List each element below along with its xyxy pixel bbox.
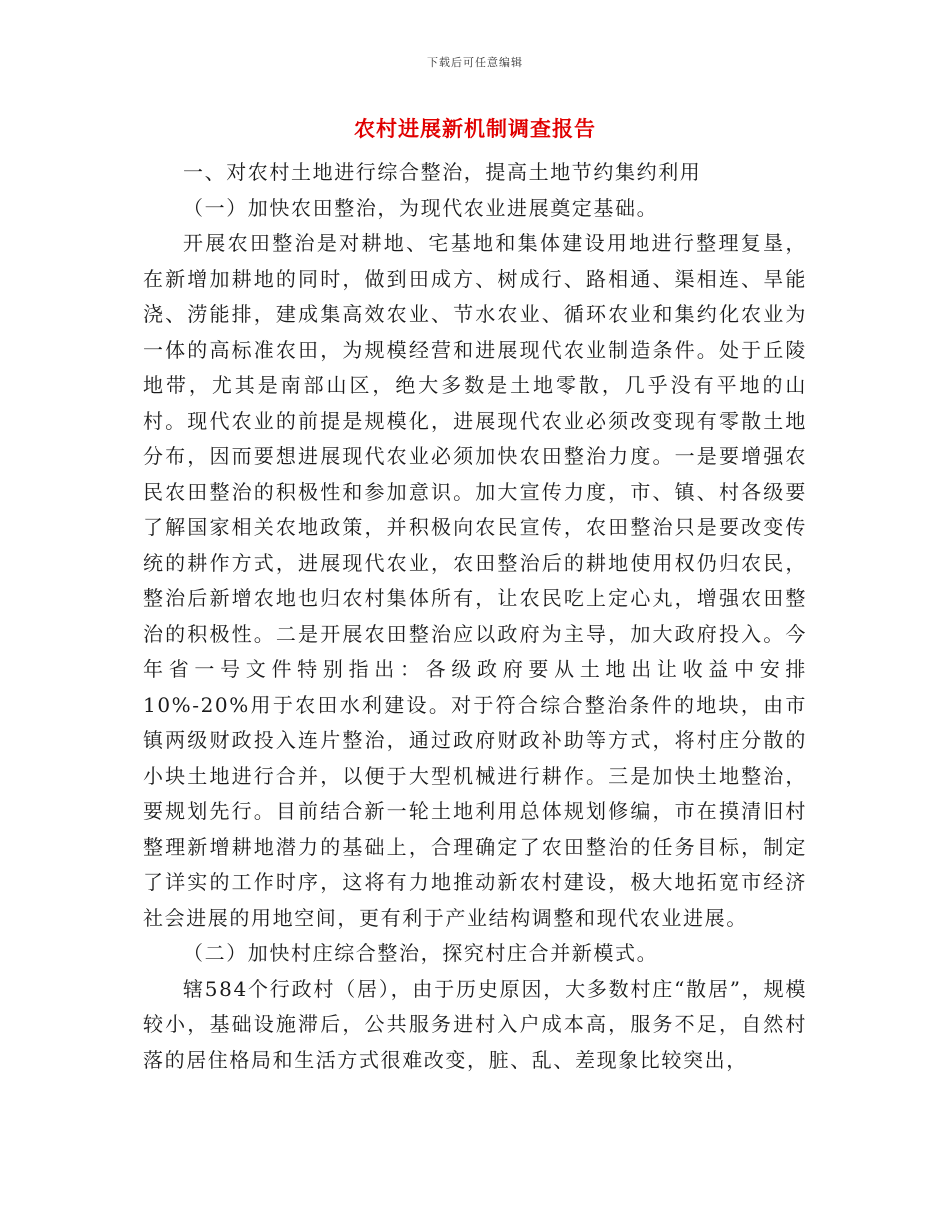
body-paragraph: 辖584个行政村（居），由于历史原因，大多数村庄“散居”，规模较小，基础设施滞后，公共服务进村入户成本高，服务不足，自然村落的居住格局和生活方式很难改变，脏、乱、差现象比较突出，	[143, 976, 807, 1072]
section-heading: 一、对农村土地进行综合整治，提高土地节约集约利用	[183, 160, 702, 184]
subsection-heading: （二）加快村庄综合整治，探究村庄合并新模式。	[183, 941, 659, 965]
document-body	[143, 155, 807, 1078]
body-paragraph: 开展农田整治是对耕地、宅基地和集体建设用地进行整理复垦，在新增加耕地的同时，做到田成方、树成行、路相通、渠相连、旱能浇、涝能排，建成集高效农业、节水农业、循环农业和集约化农业为一体的高标准农田，为规模经营和进展现代农业制造条件。处于丘陵地带，尤其是南部山区，绝大多数是土地零散，几乎没有平地的山村。现代农业的前提是规模化，进展现代农业必须改变现有零散土地分布，因而要想进展现代农业必须加快农田整治力度。一是要增强农民农田整治的积极性和参加意识。加大宣传力度，市、镇、村各级要了解国家相关农地政策，并积极向农民宣传，农田整治只是要改变传统的耕作方式，进展现代农业，农田整治后的耕地使用权仍归农民，整治后新增农地也归农村集体所有，让农民吃上定心丸，增强农田整治的积极性。二是开展农田整治应以政府为主导，加大政府投入。今年省一号文件特别指出：各级政府要从土地出让收益中安排10%-20%用于农田水利建设。对于符合综合整治条件的地块，由市镇两级财政投入连片整治，通过政府财政补助等方式，将村庄分散的小块土地进行合并，以便于大型机械进行耕作。三是加快土地整治，要规划先行。目前结合新一轮土地利用总体规划修编，市在摸清旧村整理新增耕地潜力的基础上，合理确定了农田整治的任务目标，制定了详实的工作时序，这将有力地推动新农村建设，极大地拓宽市经济社会进展的用地空间，更有利于产业结构调整和现代农业进展。	[143, 231, 807, 930]
subsection-heading: （一）加快农田整治，为现代农业进展奠定基础。	[183, 195, 659, 220]
document-title: 农村进展新机制调查报告	[354, 116, 596, 141]
header-note: 下载后可任意编辑	[427, 56, 523, 69]
